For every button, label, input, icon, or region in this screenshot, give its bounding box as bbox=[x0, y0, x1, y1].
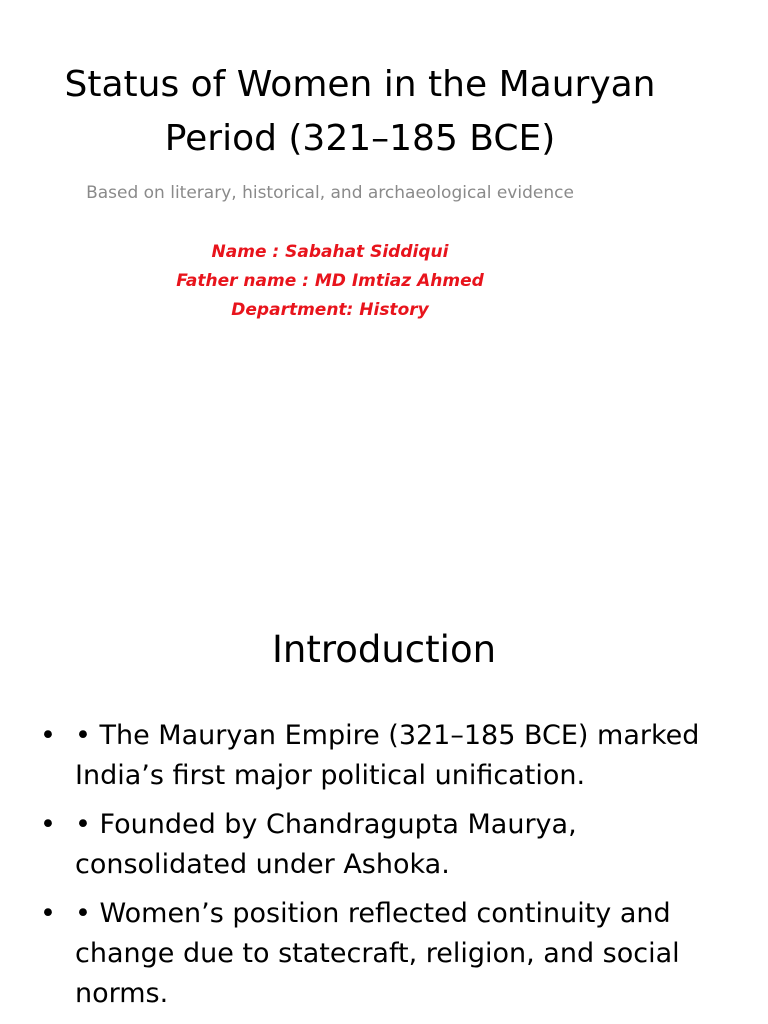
list-item bbox=[40, 716, 730, 796]
author-info bbox=[130, 238, 530, 325]
author-department: Department: History bbox=[231, 300, 429, 320]
list-item bbox=[40, 805, 730, 885]
author-name: Name : Sabahat Siddiqui bbox=[211, 242, 449, 262]
list-item bbox=[40, 894, 730, 1014]
bullet-icon: • bbox=[40, 898, 56, 929]
introduction-heading: Introduction bbox=[271, 628, 497, 671]
title-line-2: Period (321–185 BCE) bbox=[164, 118, 556, 159]
bullet-text: • The Mauryan Empire (321–185 BCE) marked India’s first major political unification. bbox=[75, 720, 700, 791]
bullet-icon: • bbox=[40, 809, 56, 840]
bullet-text: • Founded by Chandragupta Maurya, consolidated under Ashoka. bbox=[75, 809, 577, 880]
title-line-1: Status of Women in the Mauryan bbox=[64, 64, 656, 105]
slide-title bbox=[30, 58, 690, 166]
author-father-name: Father name : MD Imtiaz Ahmed bbox=[176, 271, 484, 291]
introduction-bullet-list bbox=[40, 716, 730, 1023]
bullet-icon: • bbox=[40, 720, 56, 751]
slide-subtitle: Based on literary, historical, and archaeological evidence bbox=[86, 183, 574, 203]
bullet-text: • Women’s position reflected continuity and change due to statecraft, religion, and social norms. bbox=[75, 898, 680, 1009]
